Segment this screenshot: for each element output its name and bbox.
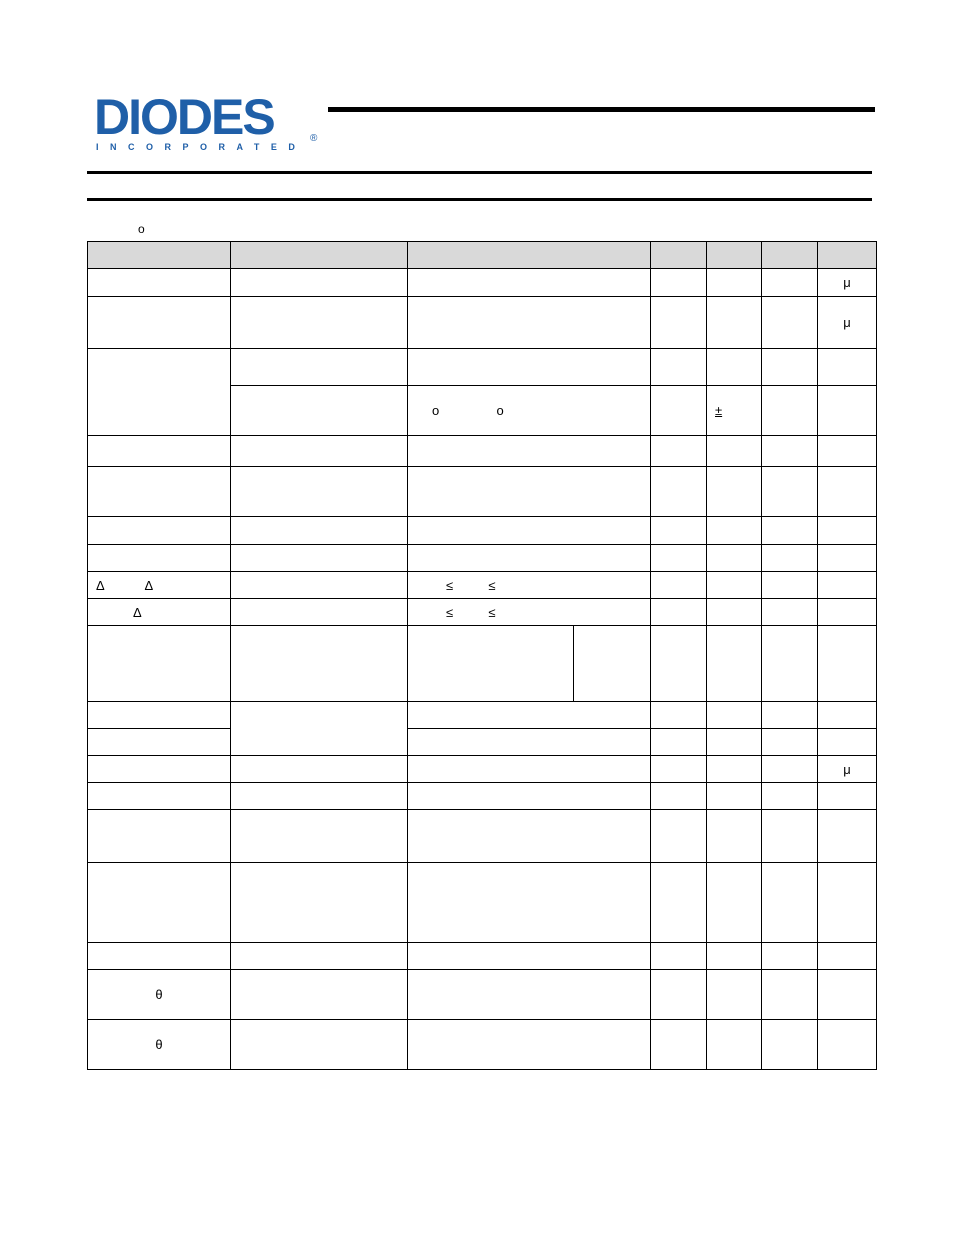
header-cell <box>762 242 818 269</box>
table-cell <box>762 386 818 436</box>
table-cell <box>707 467 762 517</box>
table-cell <box>818 729 877 756</box>
table-cell <box>707 863 762 943</box>
header-cell <box>651 242 707 269</box>
table-cell <box>231 970 408 1020</box>
table-cell <box>707 810 762 863</box>
table-cell <box>818 269 877 297</box>
table-cell <box>88 863 231 943</box>
table-cell <box>408 626 574 702</box>
table-cell <box>88 297 231 349</box>
theta-symbol: θ <box>155 987 163 1002</box>
table-cell <box>651 297 707 349</box>
table-cell <box>231 756 408 783</box>
table-cell <box>88 467 231 517</box>
table-cell <box>88 269 231 297</box>
table-cell <box>762 1020 818 1070</box>
table-cell <box>231 386 408 436</box>
table-cell <box>408 599 651 626</box>
table-cell <box>651 386 707 436</box>
table-cell <box>651 436 707 467</box>
delta-symbol: Δ <box>96 577 104 593</box>
table-cell <box>707 599 762 626</box>
header-cell <box>231 242 408 269</box>
table-cell <box>651 943 707 970</box>
table-cell <box>818 810 877 863</box>
table-cell <box>762 349 818 386</box>
table-cell <box>818 297 877 349</box>
table-cell <box>408 702 651 729</box>
table-cell <box>651 545 707 572</box>
table-row <box>88 349 877 386</box>
table-row <box>88 1020 877 1070</box>
table-cell <box>762 572 818 599</box>
table-cell <box>818 545 877 572</box>
table-cell <box>231 626 408 702</box>
table-cell <box>231 297 408 349</box>
table-cell <box>707 626 762 702</box>
table-cell <box>707 756 762 783</box>
table-row <box>88 599 877 626</box>
table-cell <box>651 349 707 386</box>
table-cell <box>762 517 818 545</box>
table-cell <box>707 943 762 970</box>
table-cell <box>88 517 231 545</box>
table-row <box>88 545 877 572</box>
table-cell <box>408 349 651 386</box>
le-symbol: ≤ <box>488 604 496 620</box>
delta-symbol: Δ <box>144 577 154 593</box>
table-row <box>88 269 877 297</box>
table-cell <box>762 783 818 810</box>
table-cell <box>818 436 877 467</box>
header-cell <box>818 242 877 269</box>
table-cell <box>651 970 707 1020</box>
table-cell <box>762 269 818 297</box>
table-cell <box>818 386 877 436</box>
table-row <box>88 626 877 702</box>
title-rule-bottom <box>87 198 872 201</box>
table-cell <box>408 970 651 1020</box>
table-cell <box>231 702 408 756</box>
table-cell <box>762 545 818 572</box>
logo-subtext: INCORPORATED <box>96 142 307 152</box>
table-cell <box>762 943 818 970</box>
table-cell <box>88 810 231 863</box>
table-cell <box>762 599 818 626</box>
table-cell <box>651 269 707 297</box>
table-cell <box>408 297 651 349</box>
table-cell <box>88 599 231 626</box>
table-row <box>88 756 877 783</box>
table-cell <box>651 517 707 545</box>
table-cell <box>818 1020 877 1070</box>
table-cell <box>651 1020 707 1070</box>
temp-degree-symbol: o <box>496 403 504 418</box>
table-cell <box>231 810 408 863</box>
le-symbol: ≤ <box>446 577 454 593</box>
table-row <box>88 729 877 756</box>
table-cell <box>408 436 651 467</box>
table-cell <box>408 386 651 436</box>
table-cell <box>651 626 707 702</box>
delta-symbol: Δ <box>133 604 142 620</box>
diodes-logo <box>94 92 324 154</box>
table-cell <box>818 702 877 729</box>
table-header-row <box>88 242 877 269</box>
table-cell <box>651 599 707 626</box>
table-cell <box>818 467 877 517</box>
theta-symbol: θ <box>155 1037 163 1052</box>
table-cell <box>88 783 231 810</box>
table-cell <box>818 783 877 810</box>
table-cell <box>408 517 651 545</box>
table-cell <box>651 756 707 783</box>
table-cell <box>231 545 408 572</box>
table-cell <box>651 810 707 863</box>
temp-degree-symbol: o <box>432 403 440 418</box>
table-cell <box>762 729 818 756</box>
table-cell <box>231 863 408 943</box>
table-cell <box>707 349 762 386</box>
table-cell <box>88 943 231 970</box>
table-cell <box>707 572 762 599</box>
table-cell <box>408 943 651 970</box>
table-cell <box>707 297 762 349</box>
table-cell <box>707 545 762 572</box>
table-cell <box>231 1020 408 1070</box>
table-cell <box>408 810 651 863</box>
table-cell <box>707 970 762 1020</box>
table-cell <box>651 572 707 599</box>
table-cell <box>88 626 231 702</box>
unit-cell: μ <box>843 761 851 777</box>
table-cell <box>231 349 408 386</box>
table-cell <box>707 517 762 545</box>
logo-wordmark: DIODES <box>94 92 274 145</box>
table-cell <box>707 269 762 297</box>
table-cell <box>88 729 231 756</box>
table-cell <box>707 436 762 467</box>
table-cell <box>762 863 818 943</box>
table-cell <box>408 467 651 517</box>
table-cell <box>88 756 231 783</box>
logo-registered-mark: ® <box>310 133 318 144</box>
table-cell <box>408 572 651 599</box>
table-cell <box>818 626 877 702</box>
table-cell <box>818 756 877 783</box>
table-cell <box>231 943 408 970</box>
table-cell <box>88 545 231 572</box>
table-row <box>88 943 877 970</box>
table-cell <box>408 783 651 810</box>
table-cell <box>408 269 651 297</box>
header-bar <box>328 107 875 112</box>
table-row <box>88 517 877 545</box>
table-cell <box>231 517 408 545</box>
table-cell <box>88 572 231 599</box>
table-cell <box>818 572 877 599</box>
table-cell <box>231 436 408 467</box>
table-cell <box>762 970 818 1020</box>
plus-minus-symbol: ± <box>715 403 723 418</box>
table-cell <box>408 756 651 783</box>
table-cell <box>762 297 818 349</box>
table-row <box>88 810 877 863</box>
table-cell <box>762 756 818 783</box>
table-cell <box>88 1020 231 1070</box>
table-cell <box>762 436 818 467</box>
table-cell <box>651 729 707 756</box>
table-cell <box>231 572 408 599</box>
table-cell <box>707 783 762 810</box>
table-cell <box>818 599 877 626</box>
table-cell <box>651 702 707 729</box>
table-cell <box>231 467 408 517</box>
electrical-characteristics-table <box>87 241 877 1070</box>
table-cell <box>707 702 762 729</box>
conditions-note-degree: o <box>138 222 145 236</box>
table-cell <box>707 386 762 436</box>
le-symbol: ≤ <box>446 604 454 620</box>
table-cell <box>88 702 231 729</box>
unit-cell: μ <box>843 275 851 290</box>
table-cell <box>818 943 877 970</box>
table-cell <box>408 545 651 572</box>
table-cell <box>651 863 707 943</box>
table-cell <box>818 863 877 943</box>
table-row <box>88 467 877 517</box>
table-cell <box>762 810 818 863</box>
table-row <box>88 572 877 599</box>
table-row <box>88 970 877 1020</box>
table-row <box>88 297 877 349</box>
table-cell <box>231 599 408 626</box>
table-cell <box>88 436 231 467</box>
title-rule-top <box>87 171 872 174</box>
header-cell <box>707 242 762 269</box>
table-cell <box>818 970 877 1020</box>
table-cell <box>762 702 818 729</box>
table-cell <box>574 626 651 702</box>
table-cell <box>762 467 818 517</box>
header-cell <box>88 242 231 269</box>
table-row <box>88 783 877 810</box>
table-cell <box>88 349 231 436</box>
table-row <box>88 863 877 943</box>
table-cell <box>88 970 231 1020</box>
table-row <box>88 436 877 467</box>
table-cell <box>408 1020 651 1070</box>
table-cell <box>408 863 651 943</box>
table-cell <box>408 729 651 756</box>
le-symbol: ≤ <box>488 577 496 593</box>
table-cell <box>762 626 818 702</box>
table-cell <box>818 349 877 386</box>
header-cell <box>408 242 651 269</box>
table-cell <box>651 467 707 517</box>
table-row <box>88 702 877 729</box>
table-cell <box>707 729 762 756</box>
table-cell <box>231 269 408 297</box>
table-cell <box>818 517 877 545</box>
unit-cell: μ <box>843 315 851 330</box>
table-cell <box>231 783 408 810</box>
table-cell <box>707 1020 762 1070</box>
table-cell <box>651 783 707 810</box>
